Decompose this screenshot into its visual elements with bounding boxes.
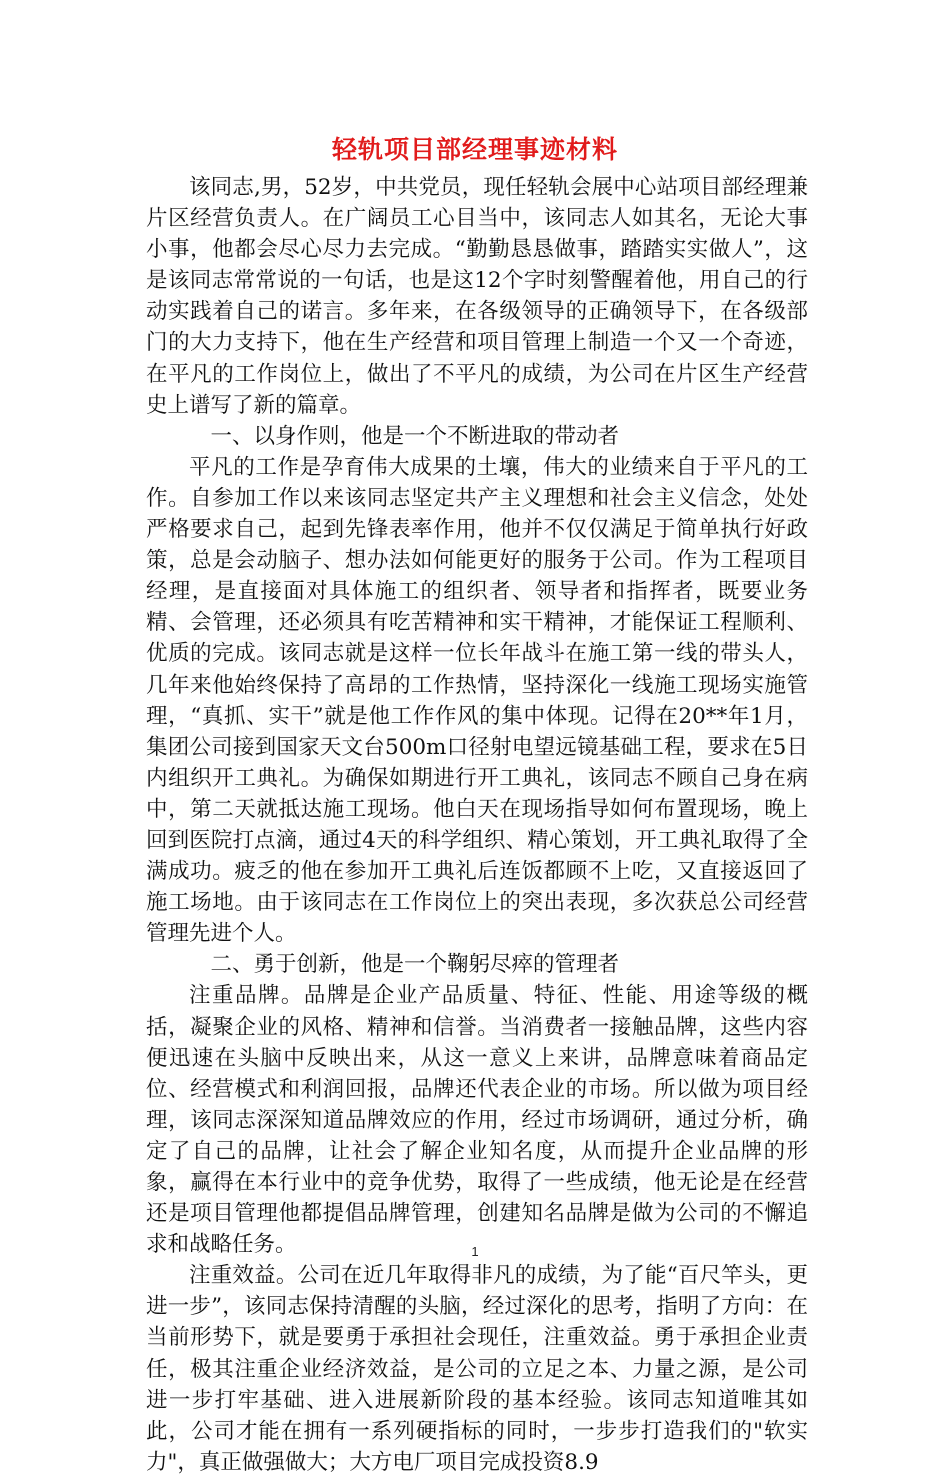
document-title: 轻轨项目部经理事迹材料 bbox=[331, 135, 618, 164]
paragraph-benefit: 注重效益。公司在近几年取得非凡的成绩，为了能“百尺竿头，更进一步”，该同志保持清醒的头脑，经过深化的思考，指明了方向：在当前形势下，就是要勇于承担社会现任，注重效益。勇于承担企业责任，极其注重企业经济效益，是公司的立足之本、力量之源，是公司进一步打牢基础、进入进展新阶段的基本经验。该同志知道唯其如此，公司才能在拥有一系列硬指标的同时，一步步打造我们的"软实力"，真正做强做大；大方电厂项目完成投资8.9 bbox=[146, 1263, 808, 1475]
paragraph-intro: 该同志,男，52岁，中共党员，现任轻轨会展中心站项目部经理兼片区经营负责人。在广阔员工心目当中，该同志人如其名，无论大事小事，他都会尽心尽力去完成。“勤勤恳恳做事，踏踏实实做人”，这是该同志常常说的一句话，也是这12个字时刻警醒着他，用自己的行动实践着自己的诺言。多年来，在各级领导的正确领导下，在各级部门的大力支持下，他在生产经营和项目管理上制造一个又一个奇迹，在平凡的工作岗位上，做出了不平凡的成绩，为公司在片区生产经营史上谱写了新的篇章。 bbox=[146, 175, 808, 418]
paragraph-brand: 注重品牌。品牌是企业产品质量、特征、性能、用途等级的概括，凝聚企业的风格、精神和信誉。当消费者一接触品牌，这些内容便迅速在头脑中反映出来，从这一意义上来讲，品牌意味着商品定位、经营模式和利润回报，品牌还代表企业的市场。所以做为项目经理，该同志深深知道品牌效应的作用，经过市场调研，通过分析，确定了自己的品牌，让社会了解企业知名度，从而提升企业品牌的形象，赢得在本行业中的竞争优势，取得了一些成绩，他无论是在经营还是项目管理他都提倡品牌管理，创建知名品牌是做为公司的不懈追求和战略任务。 bbox=[146, 983, 808, 1258]
paragraph-section-1: 平凡的工作是孕育伟大成果的土壤，伟大的业绩来自于平凡的工作。自参加工作以来该同志坚定共产主义理想和社会主义信念，处处严格要求自己，起到先锋表率作用，他并不仅仅满足于简单执行好政策，总是会动脑子、想办法如何能更好的服务于公司。作为工程项目经理，是直接面对具体施工的组织者、领导者和指挥者，既要业务精、会管理，还必须具有吃苦精神和实干精神，才能保证工程顺利、优质的完成。该同志就是这样一位长年战斗在施工第一线的带头人，几年来他始终保持了高昂的工作热情，坚持深化一线施工现场实施管理，“真抓、实干”就是他工作作风的集中体现。记得在20**年1月，集团公司接到国家天文台500m口径射电望远镜基础工程，要求在5日内组织开工典礼。为确保如期进行开工典礼，该同志不顾自己身在病中，第二天就抵达施工现场。他白天在现场指导如何布置现场，晚上回到医院打点滴，通过4天的科学组织、精心策划，开工典礼取得了全满成功。疲乏的他在参加开工典礼后连饭都顾不上吃，又直接返回了施工场地。由于该同志在工作岗位上的突出表现，多次获总公司经营管理先进个人。 bbox=[146, 454, 808, 947]
document-body bbox=[146, 172, 808, 1478]
section-heading-2: 二、勇于创新，他是一个鞠躬尽瘁的管理者 bbox=[210, 952, 620, 978]
page-number: 1 bbox=[471, 1244, 479, 1259]
section-heading-1: 一、以身作则，他是一个不断进取的带动者 bbox=[210, 423, 620, 449]
